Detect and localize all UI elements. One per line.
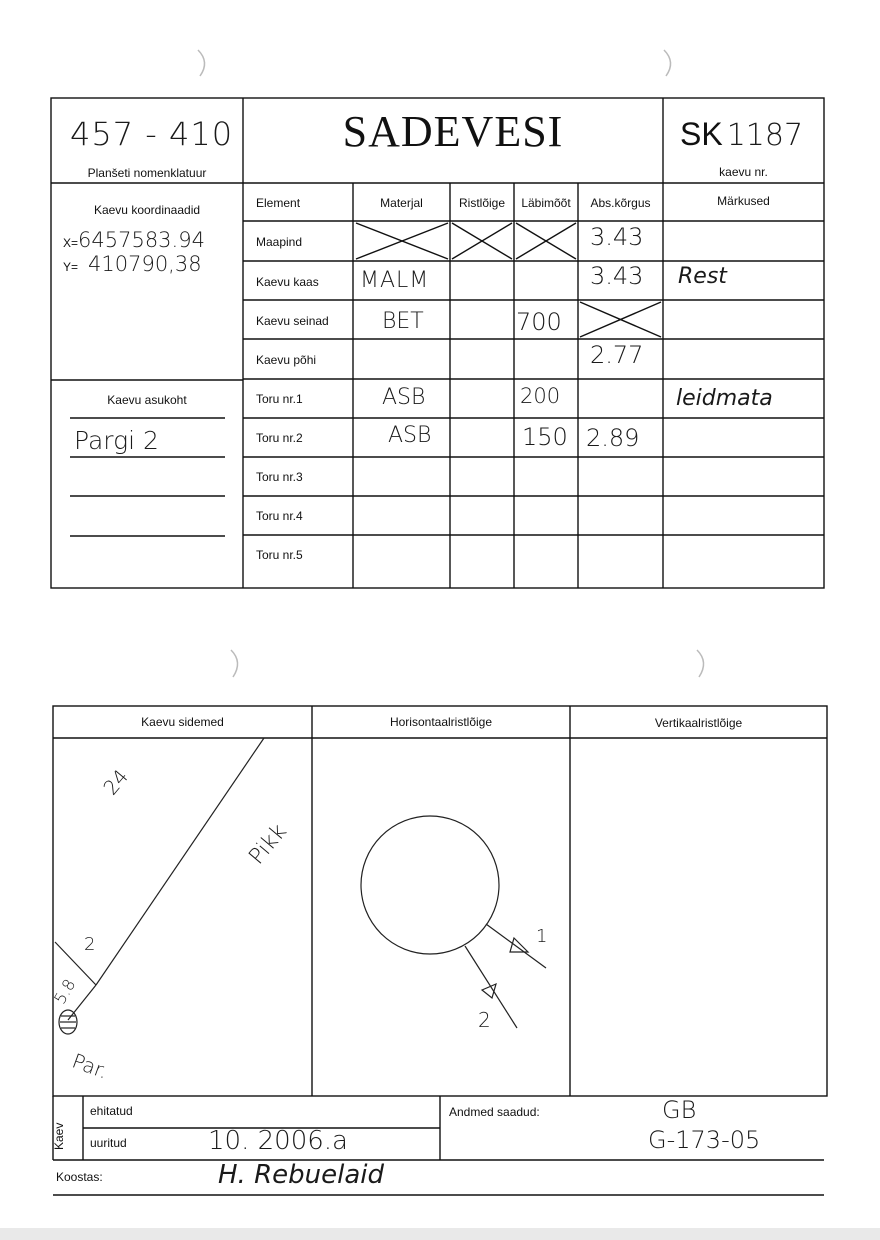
horizontal-section-sketch (361, 816, 546, 1028)
section-header-horizontal: Horisontaalristlõige (389, 715, 493, 729)
toru-2-labimoot: 150 (522, 423, 568, 451)
coord-y (63, 252, 202, 276)
col-header-materjal: Materjal (380, 196, 423, 210)
maapind-abs: 3.43 (590, 223, 644, 251)
updated-label: uuritud (90, 1136, 127, 1150)
ties-sketch (55, 738, 264, 1034)
sheet-number: 457 - 410 (70, 115, 234, 153)
section-header-vertical: Vertikaalristlõige (654, 716, 743, 730)
scan-edge (0, 1228, 880, 1240)
coords-label: Kaevu koordinaadid (93, 203, 201, 217)
kaevu-kaas-markused: Rest (678, 264, 727, 289)
toru-2-materjal: ASB (388, 423, 432, 448)
updated-value: 10. 2006.a (208, 1126, 348, 1156)
kaevu-seinad-materjal: BET (382, 309, 424, 334)
coord-x-label: X= (63, 236, 79, 250)
row-label-kaevu-seinad: Kaevu seinad (256, 314, 329, 328)
kaevu-kaas-materjal: MALM (360, 268, 430, 293)
punch-mark-3 (231, 650, 238, 677)
data-source-label: Andmed saadud: (449, 1105, 540, 1119)
punch-mark-2 (664, 50, 671, 76)
row-label-toru-5: Toru nr.5 (256, 548, 303, 562)
location-label: Kaevu asukoht (107, 393, 187, 407)
row-label-maapind: Maapind (256, 235, 303, 249)
col-header-abs: Abs.kõrgus (590, 196, 651, 210)
built-label: ehitatud (90, 1104, 133, 1118)
row-label-toru-3: Toru nr.3 (256, 470, 303, 484)
author-label: Koostas: (56, 1170, 103, 1184)
kaevu-seinad-labimoot: 700 (516, 308, 562, 336)
sheet-label: Planšeti nomenklatuur (87, 166, 207, 180)
well-id-label: kaevu nr. (719, 165, 768, 179)
toru-1-materjal: ASB (382, 385, 426, 410)
data-source-value-1: GB (662, 1096, 697, 1124)
col-header-element: Element (256, 196, 301, 210)
coord-x-value: 6457583.94 (78, 228, 205, 252)
kaevu-kaas-abs: 3.43 (590, 262, 644, 290)
sketch-pipe-1: 1 (536, 926, 548, 947)
col-header-markused: Märkused (717, 194, 770, 208)
data-source-value-2: G-173-05 (648, 1126, 761, 1154)
punch-mark-1 (198, 50, 205, 76)
sketch-distance-side: 5.8 (50, 975, 80, 1008)
coord-y-label: Y= (63, 260, 79, 274)
toru-2-abs: 2.89 (586, 424, 640, 452)
toru-1-labimoot: 200 (520, 384, 561, 408)
well-circle (361, 816, 499, 954)
well-id-prefix: SK (680, 116, 723, 152)
side-label: Kaev (52, 1122, 66, 1150)
section-header-ties: Kaevu sidemed (141, 715, 224, 729)
sketch-place: Par. (68, 1048, 112, 1084)
row-label-kaevu-pohi: Kaevu põhi (256, 353, 317, 367)
row-label-toru-2: Toru nr.2 (256, 431, 303, 445)
toru-1-markused: leidmata (676, 386, 773, 411)
col-header-labimoot: Läbimõõt (521, 196, 571, 210)
well-id-number: 1187 (726, 118, 804, 153)
bottom-card-frame (53, 706, 827, 1096)
coord-y-value: 410790,38 (88, 252, 202, 276)
sketch-distance-top: 24 (98, 764, 134, 800)
sketch-pipe-2: 2 (478, 1008, 491, 1032)
coord-x (63, 228, 205, 252)
author-value: H. Rebuelaid (218, 1160, 385, 1190)
kaevu-pohi-abs: 2.77 (590, 341, 644, 369)
well-id (680, 116, 803, 153)
row-label-toru-1: Toru nr.1 (256, 392, 303, 406)
punch-mark-4 (697, 650, 704, 677)
sketch-street: Pikk (244, 819, 293, 870)
row-label-kaevu-kaas: Kaevu kaas (256, 275, 319, 289)
page-title: SADEVESI (342, 107, 564, 156)
row-label-toru-4: Toru nr.4 (256, 509, 303, 523)
sketch-distance-small: 2 (84, 934, 96, 955)
location-value: Pargi 2 (74, 426, 159, 455)
col-header-ristloige: Ristlõige (458, 196, 506, 210)
